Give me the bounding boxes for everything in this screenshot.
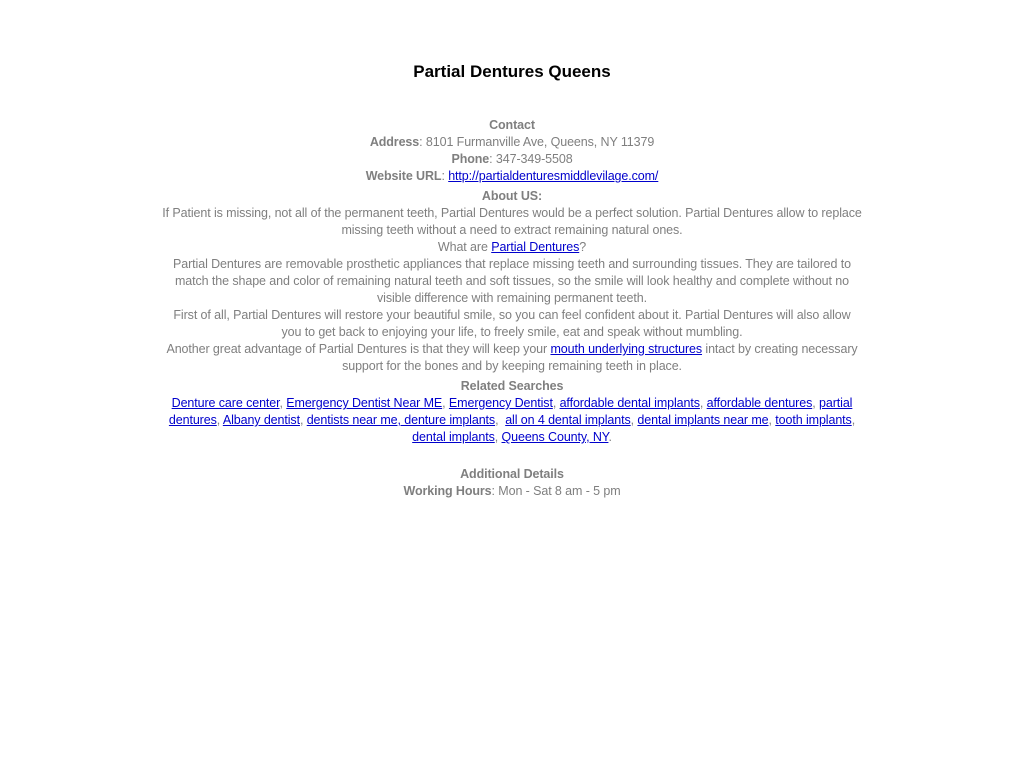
related-link-emergency-dentist[interactable]: Emergency Dentist [448, 396, 553, 410]
related-link-denture-care-center[interactable]: Denture care center [171, 396, 280, 410]
related-link-albany-dentist[interactable]: Albany dentist [222, 413, 300, 427]
related-heading: Related Searches [460, 379, 564, 393]
hours-line [162, 483, 862, 500]
p4-suffix: intact by creating necessary support for the bones and by keeping remaining teeth in place. [342, 342, 858, 373]
address-label: Address [369, 135, 420, 149]
related-sep: , [812, 396, 819, 410]
address-value: : 8101 Furmanville Ave, Queens, NY 11379 [419, 135, 655, 149]
document-body [162, 117, 862, 500]
website-sep: : [441, 169, 449, 183]
related-sep: , [699, 396, 707, 410]
related-links [162, 395, 862, 446]
related-sep: , [494, 430, 502, 444]
related-link-affordable-dental-implants[interactable]: affordable dental implants [559, 396, 700, 410]
related-sep: , [299, 413, 307, 427]
question-suffix: ? [579, 240, 587, 254]
related-link-tooth-implants[interactable]: tooth implants [775, 413, 852, 427]
about-heading: About US: [481, 189, 543, 203]
phone-line [162, 151, 862, 168]
p4-prefix: Another great advantage of Partial Dentures is that they will keep your [166, 342, 551, 356]
related-end: . [608, 430, 612, 444]
related-link-affordable-dentures[interactable]: affordable dentures [706, 396, 813, 410]
website-link[interactable]: http://partialdenturesmiddlevilage.com/ [448, 169, 659, 183]
spacer [162, 446, 862, 466]
about-question [162, 239, 862, 256]
related-link-all-on-4[interactable]: all on 4 dental implants [505, 413, 631, 427]
related-sep: , [442, 396, 449, 410]
about-paragraph-2: Partial Dentures are removable prosthetic appliances that replace missing teeth and surrounding tissues. They are tailored to match the shape and color of remaining natural teeth and soft tissues, so the smile will look healthy and complete without no visible difference with remaining permanent teeth. [173, 257, 851, 305]
website-line [162, 168, 862, 185]
related-link-dental-implants[interactable]: dental implants [412, 430, 495, 444]
about-paragraph-1: If Patient is missing, not all of the permanent teeth, Partial Dentures would be a perfect solution. Partial Dentures allow to replace missing teeth without a need to extract remaining natural ones. [162, 206, 862, 237]
related-link-emergency-dentist-near-me[interactable]: Emergency Dentist Near ME [286, 396, 443, 410]
related-link-partial-dentures[interactable]: partial dentures [168, 396, 853, 427]
related-link-queens-county[interactable]: Queens County, NY [501, 430, 609, 444]
phone-value: : 347-349-5508 [489, 152, 573, 166]
related-sep: , [630, 413, 638, 427]
question-prefix: What are [437, 240, 492, 254]
related-sep: , [495, 413, 506, 427]
related-sep: , [768, 413, 776, 427]
related-sep: , [279, 396, 287, 410]
related-sep: , [216, 413, 223, 427]
partial-dentures-link[interactable]: Partial Dentures [491, 240, 580, 254]
address-line [162, 134, 862, 151]
about-paragraph-4 [162, 341, 862, 375]
mouth-structures-link[interactable]: mouth underlying structures [550, 342, 703, 356]
related-sep: , [552, 396, 560, 410]
related-link-dentists-near-me[interactable]: dentists near me, denture implants [306, 413, 496, 427]
related-link-dental-implants-near-me[interactable]: dental implants near me [637, 413, 769, 427]
page-title: Partial Dentures Queens [413, 62, 611, 81]
related-sep: , [851, 413, 856, 427]
about-paragraph-3: First of all, Partial Dentures will restore your beautiful smile, so you can feel confident about it. Partial Dentures will also allow you to get back to enjoying your life, to freely smile, eat and speak without mumbling. [173, 308, 851, 339]
hours-label: Working Hours [403, 484, 492, 498]
contact-heading: Contact [489, 118, 535, 132]
phone-label: Phone [451, 152, 490, 166]
hours-value: : Mon - Sat 8 am - 5 pm [491, 484, 621, 498]
website-label: Website URL [365, 169, 442, 183]
additional-heading: Additional Details [460, 467, 564, 481]
